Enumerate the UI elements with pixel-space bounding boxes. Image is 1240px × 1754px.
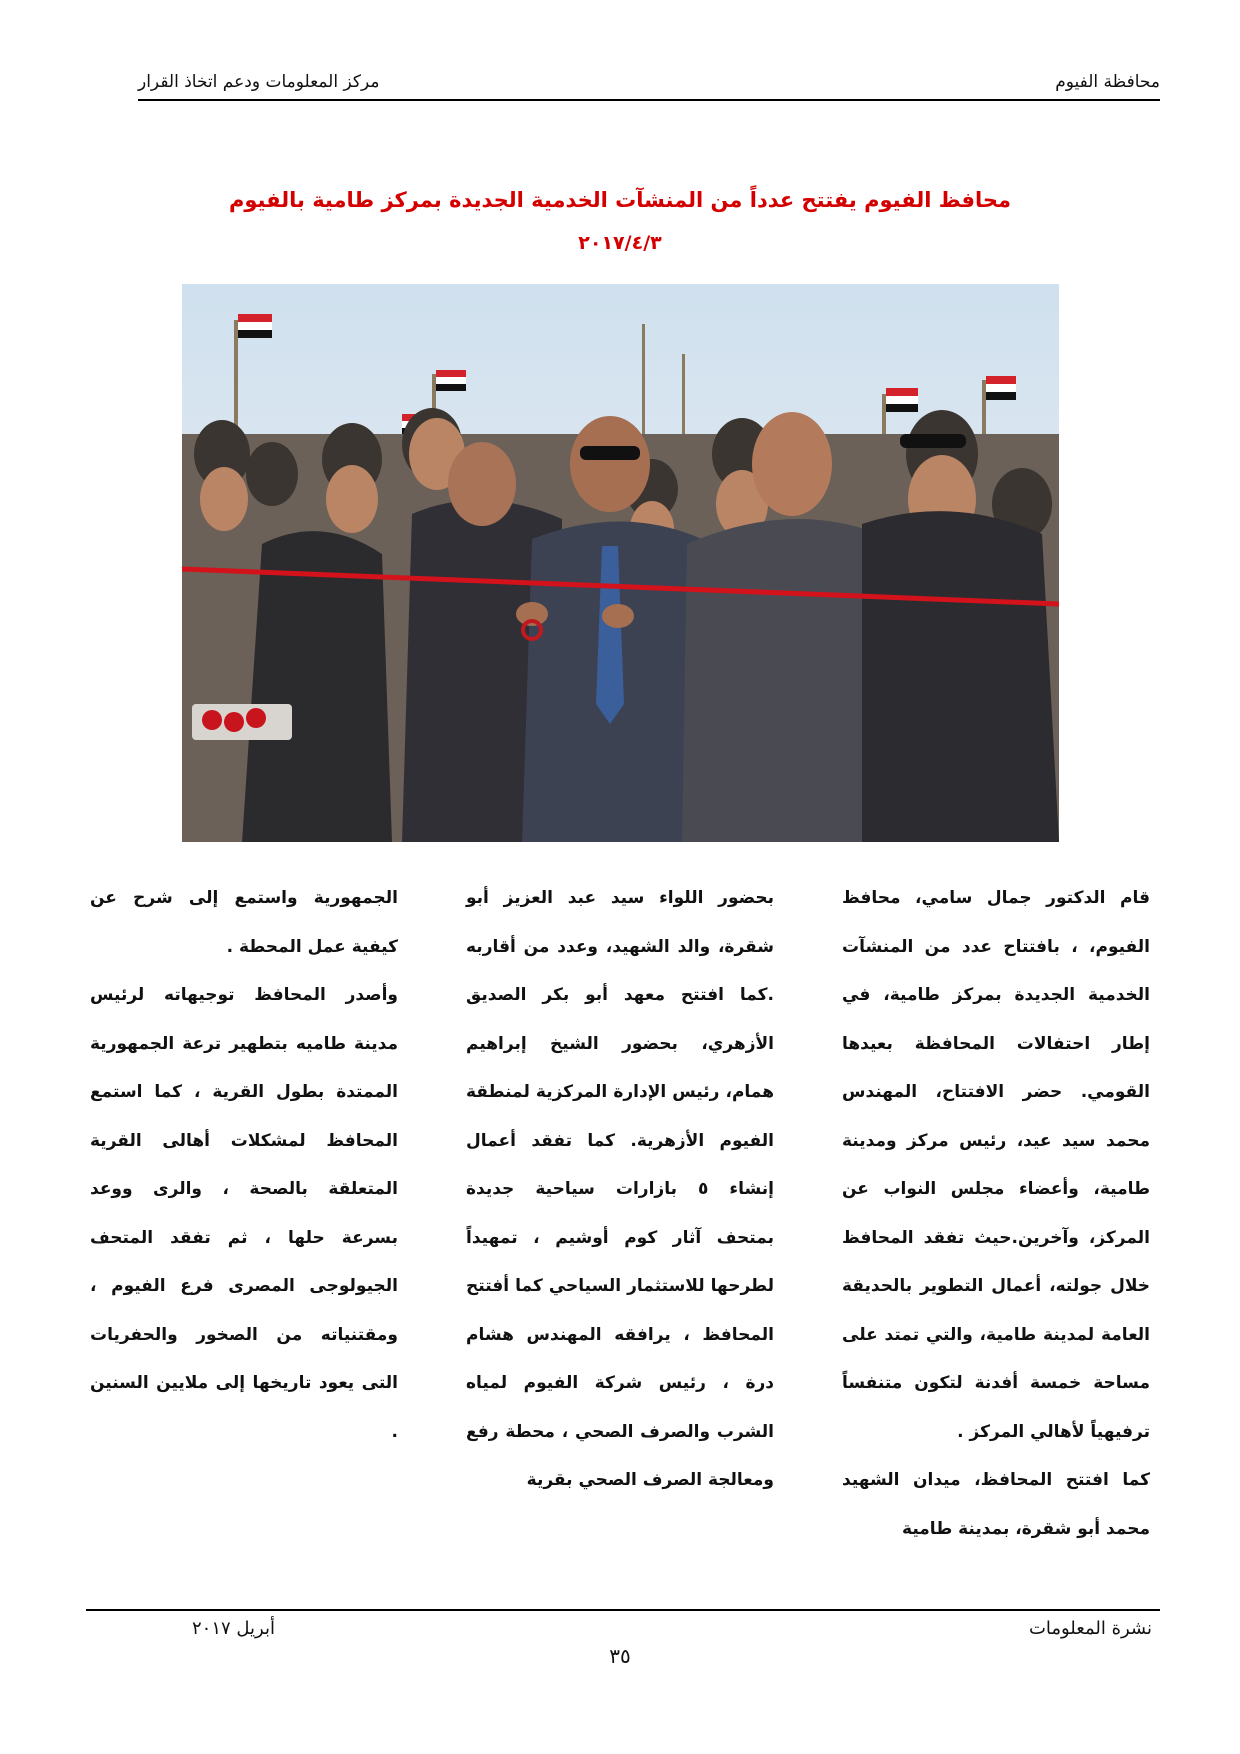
article-column-right xyxy=(842,874,1150,1553)
page-header xyxy=(138,72,1160,98)
ribbon-cutting-photo xyxy=(182,284,1059,842)
article-column-left xyxy=(90,874,398,1456)
header-governorate: محافظة الفيوم xyxy=(1055,72,1160,92)
header-center-name: مركز المعلومات ودعم اتخاذ القرار xyxy=(138,72,380,92)
article-title: محافظ الفيوم يفتتح عدداً من المنشآت الخدمية الجديدة بمركز طامية بالفيوم xyxy=(228,188,1011,212)
article-column-middle xyxy=(466,874,774,1505)
paragraph: كما افتتح المحافظ، ميدان الشهيد محمد أبو شقرة، بمدينة طامية xyxy=(842,1470,1150,1539)
paragraph: قام الدكتور جمال سامي، محافظ الفيوم، ، بافتتاح عدد من المنشآت الخدمية الجديدة بمركز طامية، في إطار احتفالات المحافظة بعيدها القومي. حضر الافتتاح، المهندس محمد سيد عيد، رئيس مركز ومدينة طامية، وأعضاء مجلس النواب عن المركز، وآخرين.حيث تفقد المحافظ خلال جولته، أعمال التطوير بالحديقة العامة لمدينة طامية، والتي تمتد على مساحة خمسة أفدنة لتكون متنفساً ترفيهياً لأهالي المركز . xyxy=(842,888,1150,1442)
footer-issue-date: أبريل ٢٠١٧ xyxy=(192,1618,275,1639)
paragraph: الجمهورية واستمع إلى شرح عن كيفية عمل المحطة . xyxy=(90,888,398,957)
paragraph: بحضور اللواء سيد عبد العزيز أبو شقرة، والد الشهيد، وعدد من أقاربه .كما افتتح معهد أبو بكر الصديق الأزهري، بحضور الشيخ إبراهيم همام، رئيس الإدارة المركزية لمنطقة الفيوم الأزهرية. كما تفقد أعمال إنشاء ٥ بازارات سياحية جديدة بمتحف آثار كوم أوشيم ، تمهيداً لطرحها للاستثمار السياحي كما أفتتح المحافظ ، يرافقه المهندس هشام درة ، رئيس شركة الفيوم لمياه الشرب والصرف الصحي ، محطة رفع ومعالجة الصرف الصحي بقرية xyxy=(466,888,774,1490)
footer-publication: نشرة المعلومات xyxy=(1028,1618,1152,1639)
article-date: ٢٠١٧/٤/٣ xyxy=(578,232,662,254)
footer-divider xyxy=(86,1609,1160,1611)
header-divider xyxy=(138,99,1160,101)
paragraph: وأصدر المحافظ توجيهاته لرئيس مدينة طاميه بتطهير ترعة الجمهورية الممتدة بطول القرية ، كما استمع المحافظ لمشكلات أهالى القرية المتعلقة بالصحة ، والرى ووعد بسرعة حلها ، ثم تفقد المتحف الجيولوجى المصرى فرع الفيوم ، ومقتنياته من الصخور والحفريات التى يعود تاريخها إلى ملايين السنين . xyxy=(90,985,398,1442)
page-number: ٣٥ xyxy=(609,1644,631,1668)
